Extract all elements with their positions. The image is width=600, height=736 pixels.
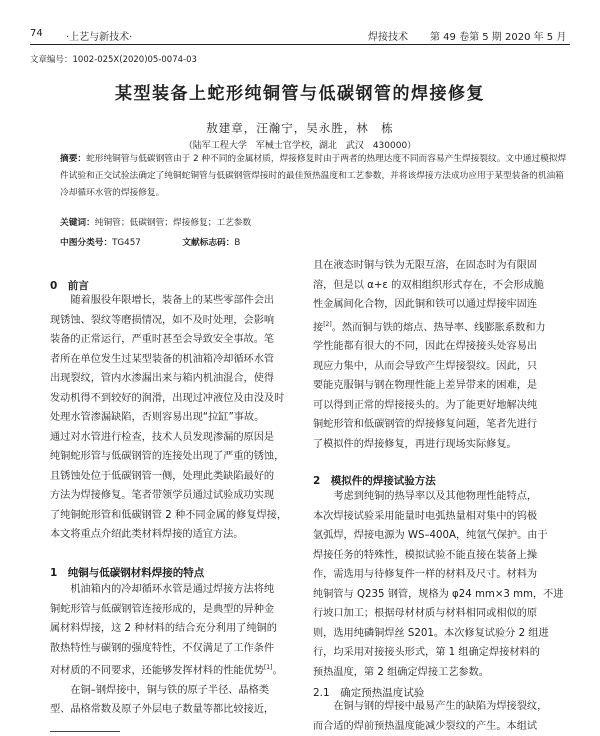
abstract-line: 件试验和正交试验法确定了纯铜蛇铜管与低碳钢管焊接时的最佳预热温度和工艺参数，并将该焊接方法成功应用于某型装备的机油箱 xyxy=(60,168,548,185)
journal-section-label: ·上艺与新技术· xyxy=(66,28,132,43)
clc-label: 中图分类号： xyxy=(60,238,112,248)
body-text-line: 行坡口加工；根据母材材质与材料相同或相似的原 xyxy=(313,604,563,624)
body-text-line: 而合适的焊前预热温度能减少裂纹的产生。本组试 xyxy=(313,717,563,736)
keywords-text: 纯铜管；低碳钢管；焊接修复；工艺参数 xyxy=(95,218,251,228)
section-heading-intro: 0 前言 xyxy=(50,278,89,293)
body-text-line: 且在液态时铜与铁为无限互溶，在固态时为有限固 xyxy=(313,256,563,276)
article-id: 文章编号：1002-025X(2020)05-0074-03 xyxy=(30,53,197,65)
keywords xyxy=(60,216,251,228)
abstract-line: 冷却循环水管的焊接修复。 xyxy=(60,185,548,202)
body-text-line: 性金属间化合物，因此铜和铁可以通过焊接牢固连 xyxy=(313,295,563,315)
page-number: 74 xyxy=(30,28,43,39)
section-heading-2: 2 模拟件的焊接试验方法 xyxy=(313,473,436,488)
body-text-line: 且锈蚀处位于低碳钢管一侧，处理此类缺陷最好的 xyxy=(50,467,300,487)
body-text-line: 在铜–钢焊接中，铜与铁的原子半径、晶格类 xyxy=(50,681,300,701)
body-text-line: 考虑到纯铜的热导率以及其他物理性能特点， xyxy=(313,487,563,507)
body-text-line: 学性能都有很大的不同，因此在焊接接头处容易出 xyxy=(313,337,563,357)
body-text-line: 装备的正常运行，严重时甚至会导致安全事故。笔 xyxy=(50,330,300,350)
abstract-line: 蛇形纯铜管与低碳钢管由于 2 种不同的金属材质，焊接修复时由于两者的热理达度不同而容易产生焊接裂纹。文中通过模拟焊 xyxy=(86,154,566,164)
body-text-line: 处理水管渗漏缺陷，否则容易出现“拉缸”事故。 xyxy=(50,408,300,428)
body-text-line: 了纯铜蛇形管和低碳钢管 2 种不同金属的修复焊接， xyxy=(50,506,300,526)
section-2-body xyxy=(313,487,563,682)
section-1-body xyxy=(50,580,300,720)
body-text-line: 现应力集中，从而会导致产生焊接裂纹。因此，只 xyxy=(313,357,563,377)
abstract-label: 摘要： xyxy=(60,154,86,164)
paper-title: 某型装备上蛇形纯铜管与低碳钢管的焊接修复 xyxy=(0,79,600,104)
classification xyxy=(60,236,240,248)
body-text-line: 属材料焊接，这 2 种材料的结合充分利用了纯铜的 xyxy=(50,619,300,639)
body-text-line: 可以得到正常的焊接接头的。为了能更好地解决纯 xyxy=(313,396,563,416)
body-text-line: 本文将重点介绍此类材料焊接的适宜方法。 xyxy=(50,525,300,545)
body-text-line: 焊接任务的特殊性，模拟试验不能直接在装备上操 xyxy=(313,546,563,566)
body-text-line: 通过对水管进行检查，技术人员发现渗漏的原因是 xyxy=(50,428,300,448)
body-text-line: 本次焊接试验采用能量时电弧热量相对集中的钨极 xyxy=(313,507,563,527)
body-text-line: 作，需选用与待修复件一样的材料及尺寸。材料为 xyxy=(313,565,563,585)
body-text-line: 预热温度，第 2 组确定焊接工艺参数。 xyxy=(313,663,563,683)
body-text-line: 纯铜蛇形管与低碳钢管的连接处出现了严重的锈蚀， xyxy=(50,447,300,467)
body-text-line: 方法为焊接修复。笔者带领学员通过试验成功实现 xyxy=(50,486,300,506)
body-text-line: 则，选用纯磷铜焊丝 S201。本次修复试验分 2 组进 xyxy=(313,624,563,644)
body-text-line: 铜蛇形管和低碳钢管的焊接修复问题，笔者先进行 xyxy=(313,415,563,435)
body-text-line: 随着服役年限增长，装备上的某些零部件会出 xyxy=(50,291,300,311)
body-text-line: 溶，但是以 α+ε 的双相组织形式存在，不会形成脆 xyxy=(313,276,563,296)
body-text-line: 出现裂纹，管内水渗漏出来与箱内机油混合，使得 xyxy=(50,369,300,389)
journal-issue: 第 49 卷第 5 期 2020 年 5 月 xyxy=(430,28,566,43)
body-text-line: 者所在单位发生过某型装备的机油箱冷却循环水管 xyxy=(50,350,300,370)
footnote-rule xyxy=(50,731,120,732)
journal-name: 焊接技术 xyxy=(368,28,408,43)
doc-code: B xyxy=(234,238,240,248)
body-text-line: 发动机得不到较好的润滑，出现过冲液位及由没及时 xyxy=(50,389,300,409)
body-text-line: 行，均采用对接接头形式，第 1 组确定焊接材料的 xyxy=(313,643,563,663)
body-text-line: 机油箱内的冷却循环水管是通过焊接方法将纯 xyxy=(50,580,300,600)
section-2-1-body xyxy=(313,697,563,736)
section-heading-1: 1 纯铜与低碳钢材料焊接的特点 xyxy=(50,565,204,580)
body-text-line: 了模拟件的焊接修复，再进行现场实际修复。 xyxy=(313,435,563,455)
abstract xyxy=(60,151,548,202)
body-text-line: 型、晶格常数及原子外层电子数量等都比较接近， xyxy=(50,700,300,720)
header-rule xyxy=(30,44,570,45)
body-text-line: 在铜与钢的焊接中最易产生的缺陷为焊接裂纹， xyxy=(313,697,563,717)
right-continuation-body xyxy=(313,256,563,454)
keywords-label: 关键词： xyxy=(60,218,95,228)
body-text-line: 铜蛇形管与低碳钢管连接形成的，是典型的异种金 xyxy=(50,600,300,620)
body-text-line: 对材质的不同要求，还能够发挥材料的性能优势[1]。 xyxy=(50,658,300,681)
section-heading-2-1: 2.1 确定预热温度试验 xyxy=(313,685,424,700)
body-text-line: 要能克服铜与钢在物理性能上差异带来的困难，是 xyxy=(313,376,563,396)
body-text-line: 现锈蚀、裂纹等磨损情况，如不及时处理，会影响 xyxy=(50,311,300,331)
body-text-line: 散热特性与碳钢的强度特性，不仅满足了工作条件 xyxy=(50,639,300,659)
doc-code-label: 文献标志码： xyxy=(182,238,234,248)
intro-body xyxy=(50,291,300,545)
authors: 敖建章，汪瀚宁，吴永胜，林 栋 xyxy=(0,120,600,136)
body-text-line: 纯铜管与 Q235 钢管，规格为 φ24 mm×3 mm，不进 xyxy=(313,585,563,605)
clc-code: TG457 xyxy=(112,238,141,248)
body-text-line: 接[2]。然而铜与铁的熔点、热导率、线膨胀系数和力 xyxy=(313,315,563,338)
body-text-line: 氩弧焊，焊接电源为 WS–400A，纯氩气保护。由于 xyxy=(313,526,563,546)
affiliation: （陆军工程大学 军械士官学校，湖北 武汉 430000） xyxy=(0,138,600,151)
